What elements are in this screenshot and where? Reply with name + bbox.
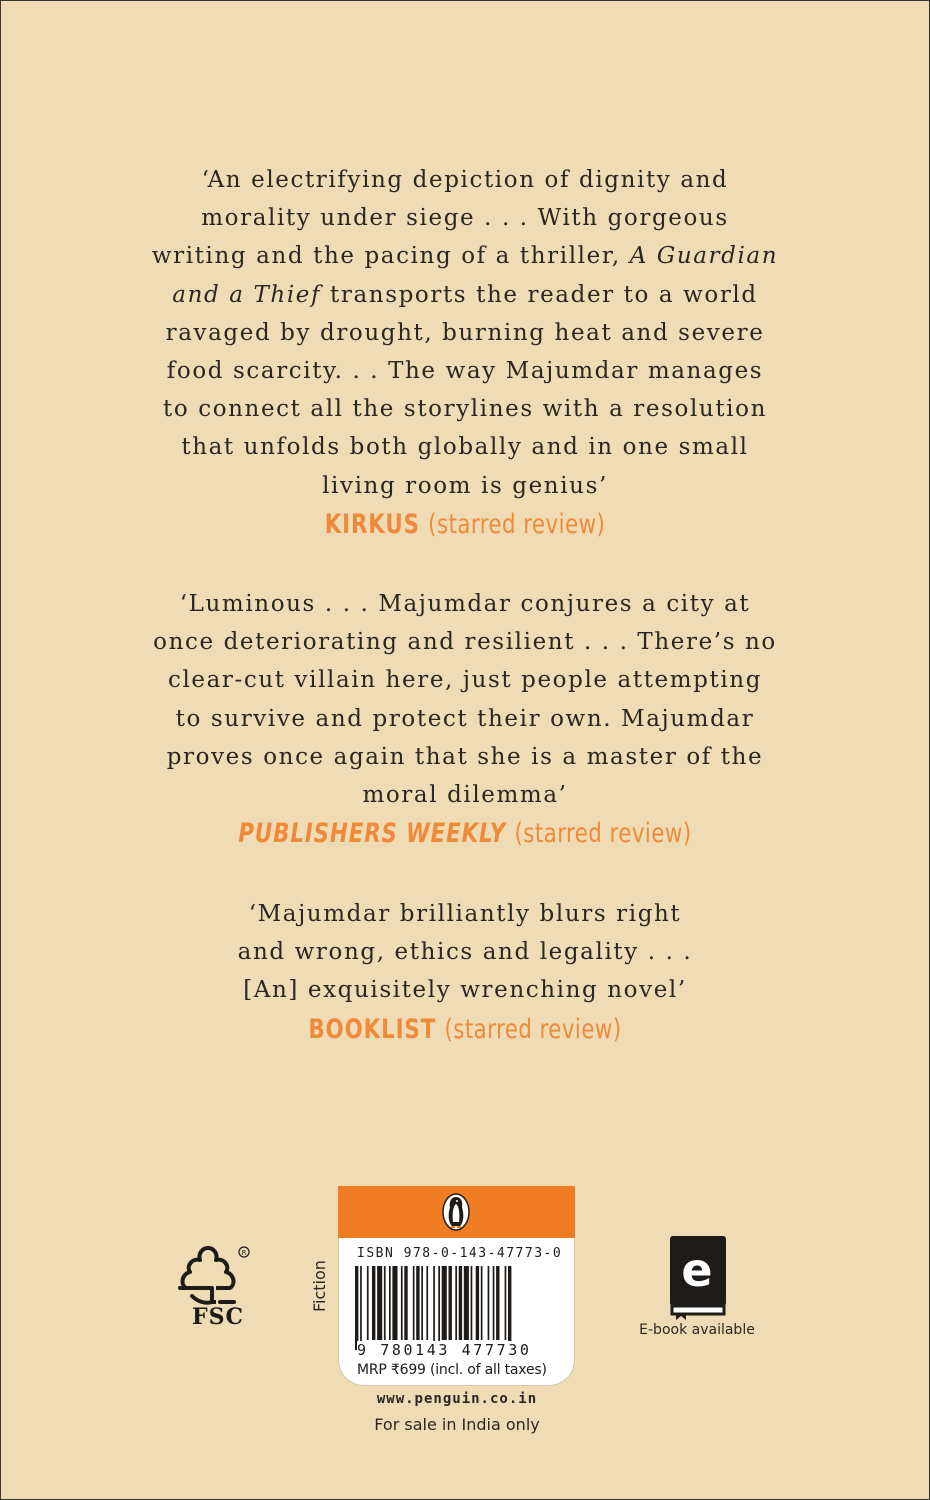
review-source: KIRKUS (starred review) bbox=[324, 508, 606, 540]
barcode-bar bbox=[367, 1266, 369, 1340]
barcode-bar bbox=[455, 1266, 457, 1340]
barcode-bar bbox=[416, 1266, 419, 1340]
barcode-bar bbox=[404, 1266, 407, 1340]
ebook-icon bbox=[666, 1234, 728, 1320]
review-line: and a Thief transports the reader to a world bbox=[172, 281, 758, 308]
barcode-bar bbox=[413, 1266, 415, 1340]
review-source: BOOKLIST (starred review) bbox=[308, 1013, 622, 1045]
review-line: proves once again that she is a master of the bbox=[166, 743, 764, 770]
review-line: once deteriorating and resilient . . . There’s no bbox=[153, 629, 777, 656]
barcode-bar bbox=[401, 1266, 403, 1340]
sale-region: For sale in India only bbox=[374, 1415, 540, 1434]
barcode-bar bbox=[481, 1266, 483, 1340]
review-line: clear-cut villain here, just people attempting bbox=[167, 667, 763, 694]
review-line: ‘Majumdar brilliantly blurs right bbox=[248, 901, 682, 927]
review-line: that unfolds both globally and in one small bbox=[181, 434, 749, 461]
review-line: to survive and protect their own. Majumdar bbox=[175, 705, 755, 732]
fsc-label: FSC bbox=[191, 1304, 245, 1330]
barcode-bar bbox=[426, 1266, 428, 1340]
review-line: ‘An electrifying depiction of dignity and bbox=[201, 167, 729, 193]
review-line: living room is genius’ bbox=[322, 472, 608, 499]
review-publishers-weekly bbox=[150, 585, 780, 853]
penguin-banner bbox=[338, 1186, 575, 1238]
barcode-bar bbox=[449, 1266, 452, 1340]
barcode-bar bbox=[464, 1266, 469, 1340]
book-title-italic: A Guardian bbox=[629, 243, 779, 270]
review-source: PUBLISHERS WEEKLY (starred review) bbox=[238, 818, 692, 850]
barcode-bar bbox=[459, 1266, 462, 1340]
barcode-bar bbox=[377, 1266, 382, 1340]
barcode-bar bbox=[442, 1266, 447, 1340]
review-line: ‘Luminous . . . Majumdar conjures a city at bbox=[179, 591, 751, 617]
barcode-digits: 9 780143 477730 bbox=[357, 1341, 532, 1359]
book-title-italic: and a Thief bbox=[172, 281, 322, 308]
barcode-bar bbox=[372, 1266, 375, 1340]
barcode-bar bbox=[496, 1266, 499, 1340]
barcode-bar bbox=[389, 1266, 391, 1340]
barcode-panel bbox=[338, 1238, 575, 1386]
barcode-bar bbox=[421, 1266, 423, 1340]
review-kirkus bbox=[150, 161, 780, 544]
barcode-bar bbox=[488, 1266, 490, 1340]
price-label: MRP ₹699 (incl. of all taxes) bbox=[357, 1362, 547, 1378]
category-label: Fiction bbox=[310, 1260, 329, 1312]
isbn-text: ISBN 978-0-143-47773-0 bbox=[357, 1246, 563, 1261]
barcode-block bbox=[338, 1186, 575, 1386]
barcode-bar bbox=[471, 1266, 473, 1340]
barcode-bar bbox=[476, 1266, 479, 1340]
barcode-bar bbox=[433, 1266, 435, 1350]
barcode-bar bbox=[505, 1266, 507, 1340]
barcode-bar bbox=[493, 1266, 495, 1340]
svg-text:R: R bbox=[241, 1249, 247, 1257]
barcode-bar bbox=[392, 1266, 397, 1340]
review-line: [An] exquisitely wrenching novel’ bbox=[243, 977, 687, 1004]
review-line: writing and the pacing of a thriller, A Guardian bbox=[151, 243, 779, 270]
review-line: food scarcity. . . The way Majumdar manages bbox=[166, 358, 764, 385]
publisher-website: www.penguin.co.in bbox=[376, 1391, 538, 1407]
barcode-bar bbox=[384, 1266, 386, 1340]
barcode-bar bbox=[438, 1266, 440, 1350]
review-line: and wrong, ethics and legality . . . bbox=[237, 939, 693, 966]
review-line: moral dilemma’ bbox=[362, 782, 568, 809]
review-booklist bbox=[150, 895, 780, 1049]
ebook-letter: e bbox=[681, 1243, 713, 1297]
review-line: ravaged by drought, burning heat and severe bbox=[165, 319, 765, 346]
barcode-bar bbox=[360, 1266, 362, 1350]
barcode-bar bbox=[508, 1266, 511, 1350]
review-line: morality under siege . . . With gorgeous bbox=[201, 205, 729, 232]
penguin-logo-icon bbox=[440, 1192, 472, 1232]
ebook-label: E-book available bbox=[639, 1322, 755, 1338]
barcode-icon bbox=[355, 1266, 563, 1350]
barcode-bar bbox=[355, 1266, 358, 1350]
review-line: to connect all the storylines with a resolution bbox=[163, 396, 767, 423]
